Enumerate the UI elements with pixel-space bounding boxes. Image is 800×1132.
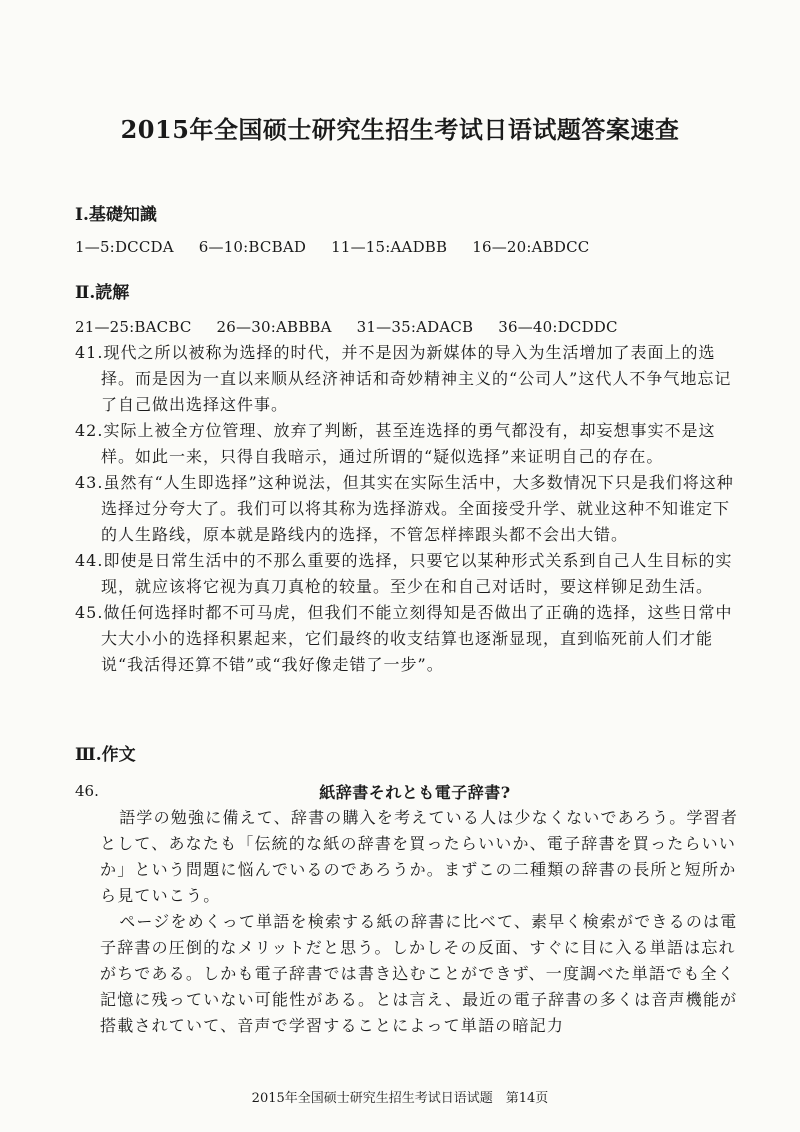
essay-paragraph: ページをめくって単語を検索する紙の辞書に比べて、素早く検索ができるのは電子辞書の圧倒的なメリットだと思う。しかしその反面、すぐに目に入る単語は忘れがちである。しかも電子辞書では書き込むことができず、一度調べた単語でも全く記憶に残っていない可能性がある。とは言え、最近の電子辞書の多くは音声機能が搭載されていて、音声で学習することによって単語の暗記力	[100, 912, 738, 1035]
answer-group: 26—30:ABBBA	[216, 318, 332, 336]
answer-group: 1—5:DCCDA	[75, 238, 174, 256]
page-footer: 2015年全国硕士研究生招生考试日语试题 第14页	[251, 1091, 549, 1106]
reading-answer-44: 44.即使是日常生活中的不那么重要的选择，只要它以某种形式关系到自己人生目标的实现，就应该将它视为真刀真枪的较量。至少在和自己对话时，要这样铆足劲生活。	[75, 551, 733, 596]
answer-group: 36—40:DCDDC	[498, 318, 618, 336]
essay-title: 紙辞書それとも電子辞書?	[319, 783, 511, 802]
answer-group: 11—15:AADBB	[331, 238, 448, 256]
answer-group: 31—35:ADACB	[356, 318, 474, 336]
section-heading-basic: Ⅰ.基礎知識	[75, 205, 157, 225]
section-heading-essay: Ⅲ.作文	[75, 745, 136, 765]
essay-paragraph: 語学の勉強に備えて、辞書の購入を考えている人は少なくないであろう。学習者として、あなたも「伝統的な紙の辞書を買ったらいいか、電子辞書を買ったらいいか」という問題に悩んでいるのであろうか。まずこの二種類の辞書の長所と短所から見ていこう。	[100, 808, 739, 905]
reading-answer-43: 43.虽然有“人生即选择”这种说法，但其实在实际生活中，大多数情况下只是我们将这种选择过分夸大了。我们可以将其称为选择游戏。全面接受升学、就业这种不知谁定下的人生路线，原本就是路线内的选择，不管怎样摔跟头都不会出大错。	[75, 473, 734, 544]
reading-answer-41: 41.现代之所以被称为选择的时代，并不是因为新媒体的导入为生活增加了表面上的选择。而是因为一直以来顺从经济神话和奇妙精神主义的“公司人”这代人不争气地忘记了自己做出选择这件事。	[75, 343, 732, 414]
answer-line-reading	[75, 318, 638, 336]
answer-group: 6—10:BCBAD	[198, 238, 307, 256]
answer-group: 16—20:ABDCC	[472, 238, 590, 256]
reading-answer-list	[75, 340, 735, 678]
reading-answer-42: 42.实际上被全方位管理、放弃了判断，甚至连选择的勇气都没有，却妄想事实不是这样。如此一来，只得自我暗示，通过所谓的“疑似选择”来证明自己的存在。	[75, 421, 716, 466]
essay-number: 46.	[75, 782, 99, 800]
reading-answer-45: 45.做任何选择时都不可马虎，但我们不能立刻得知是否做出了正确的选择，这些日常中大大小小的选择积累起来，它们最终的收支结算也逐渐显现，直到临死前人们才能说“我活得还算不错”或“我好像走错了一步”。	[75, 603, 733, 674]
essay-body	[100, 805, 740, 1039]
page-title: 2015年全国硕士研究生招生考试日语试题答案速查	[120, 115, 680, 144]
section-heading-reading: Ⅱ.読解	[75, 283, 130, 303]
answer-group: 21—25:BACBC	[75, 318, 192, 336]
answer-line-basic	[75, 238, 609, 256]
